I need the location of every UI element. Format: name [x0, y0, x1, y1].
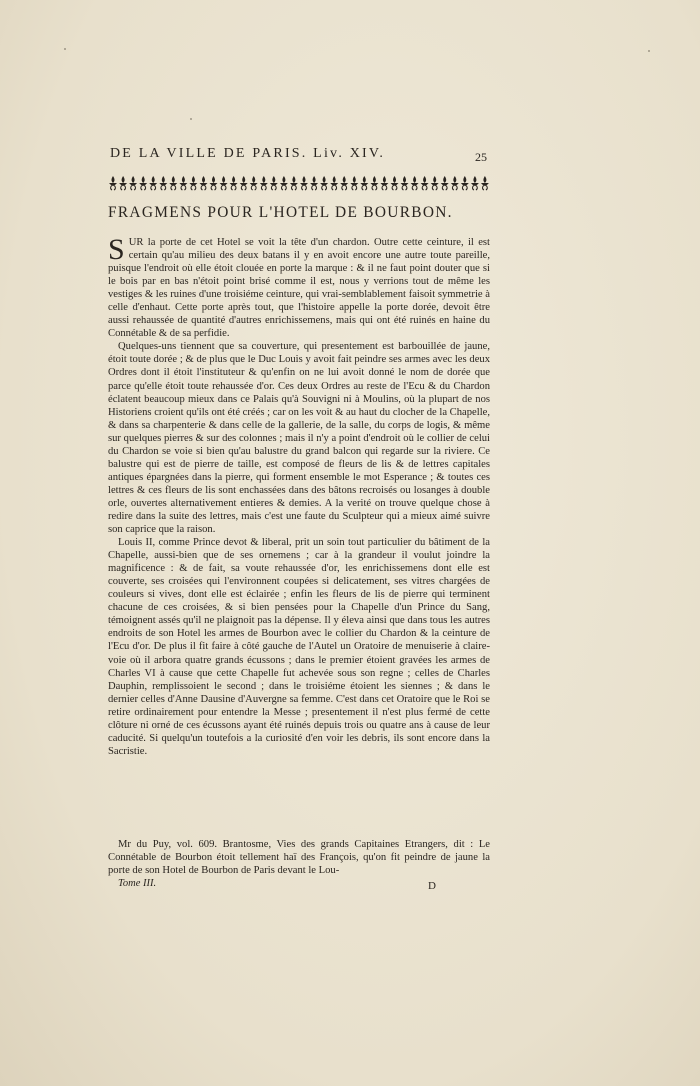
fleuron-glyph	[310, 176, 318, 190]
fleuron-glyph	[441, 176, 449, 190]
fleuron-glyph	[391, 176, 399, 190]
fleuron-glyph	[280, 176, 288, 190]
fleuron-glyph	[350, 176, 358, 190]
fleuron-glyph	[411, 176, 419, 190]
fleuron-glyph	[220, 176, 228, 190]
fleuron-glyph	[119, 176, 127, 190]
fleuron-glyph	[451, 176, 459, 190]
fleuron-glyph	[401, 176, 409, 190]
fleuron-glyph	[471, 176, 479, 190]
footnote	[108, 838, 490, 877]
footnote-text: Mr du Puy, vol. 609. Brantosme, Vies des grands Capitaines Etrangers, dit : Le Connétable de Bourbon étoit tellement haï des François, qu'on fit peindre de jaune la porte de son Hotel de Bourbon de Paris devant le Lou-	[108, 839, 490, 877]
signature-mark: D	[428, 880, 436, 892]
fleuron-glyph	[200, 176, 208, 190]
fleuron-glyph	[380, 176, 388, 190]
paragraph: SUR la porte de cet Hotel se voit la tête d'un chardon. Outre cette ceinture, il est certain qu'au milieu des deux batans il y en avoit encore une autre toute pareille, puisque l'endroit où elle étoit clouée en porte la marque : & il ne faut point douter que si le bois par en bas n'étoit point brisé comme il est, nous y verrions tout de même les vestiges & les ruines d'une troisiéme ceinture, qui vrai-semblablement faisoit symmetrie à celle d'enhaut. Cette porte après tout, que l'histoire appelle la porte dorée, devoit être aussi rehaussée de quantité d'autres enrichissemens, mais qui ont été ruinés en haine du Connétable & de sa perfidie.	[108, 233, 490, 340]
paper-speck	[648, 50, 650, 52]
paragraph: Louis II, comme Prince devot & liberal, prit un soin tout particulier du bâtiment de la Chapelle, aussi-bien que de ses ornemens ; car à la grandeur il voulut joindre la magnificence : & de fait, sa voute rehaussée d'or, les enrichissemens dont elle est couverte, ses croisées qui l'environnent coupées si delicatement, ses vitres chargées de couleurs si vives, dont elle est éclairée ; enfin les fleurs de lis de pierre qui terminent chacune de ces croisées, & si bien pensées pour la Chapelle d'un Prince du Sang, témoignent assés qu'il ne plaignoit pas la dépense. Il y éleva ainsi que dans tous les autres endroits de son Hotel les armes de Bourbon avec le collier du Chardon & la ceinture de l'Ecu d'or. De plus il fit faire à côté gauche de l'Autel un Oratoire de menuiserie à claire-voie où il arbora quatre grands écussons ; dans le premier étoient gravées les armes de Charles VI à cause que cette Chapelle fut achevée sous son regne ; celles de Charles Dauphin, remplissoient le second ; dans le troisiéme étoient les siennes ; & dans le dernier celles d'Anne Dausine d'Auvergne sa femme. C'est dans cet Oratoire que le Roi se retire ordinairement pour entendre la Messe ; presentement il n'est plus fermé de cette clôture ni orné de ces écussons ayant été ruinés depuis trois ou quatre ans à cause de leur caducité. Si quelqu'un toutefois a la curiosité d'en voir les debris, ils sont encore dans la Sacristie.	[108, 537, 490, 757]
fleuron-glyph	[431, 176, 439, 190]
fleuron-glyph	[270, 176, 278, 190]
fleuron-glyph	[230, 176, 238, 190]
fleuron-glyph	[240, 176, 248, 190]
running-title: DE LA VILLE DE PARIS. Liv. XIV.	[110, 146, 386, 161]
fleuron-glyph	[421, 176, 429, 190]
fleuron-glyph	[210, 176, 218, 190]
fleuron-glyph	[360, 176, 368, 190]
fleuron-row-icon	[108, 175, 490, 191]
fleuron-glyph	[300, 176, 308, 190]
fleuron-glyph	[290, 176, 298, 190]
paragraph: Quelques-uns tiennent que sa couverture, qui presentement est barbouillée de jaune, étoit toute dorée ; & de plus que le Duc Louis y avoit fait peindre ses armes avec les deux Ordres dont il étoit l'instituteur & qu'enfin on ne lui avoit donné le nom de dorée que parce qu'elle étoit toute rehaussée d'or. Ces deux Ordres au reste de l'Ecu & du Chardon éclatent beaucoup mieux dans ce Palais qu'à Souvigni ni à Moulins, où la plupart de nos Historiens croient qu'ils ont été créés ; car on les voit & au haut du clocher de la Chapelle, & dans sa charpenterie & dans celle de la gallerie, de la salle, du corps de logis, & même sur quelques pierres & sur des colonnes ; mais il n'y a point d'endroit où le collier de celui du Chardon se voie si bien qu'au balustre du grand balcon qui regarde sur la riviere. Ce balustre qui est de pierre de taille, est composé de fleurs de lis & de lettres capitales antiques épargnées dans la pierre, qui forment ensemble le mot Esperance ; & toutes ces lettres & ces fleurs de lis sont enchassées dans des bâtons recroisés ou losanges à double orle, ouvertes alternativement entieres & demies. A la verité on trouve quelque chose à redire dans la suite des lettres, mais c'est une faute du Sculpteur qui a mieux aimé suivre son caprice que la raison.	[108, 341, 490, 536]
fleuron-glyph	[340, 176, 348, 190]
fleuron-glyph	[129, 176, 137, 190]
fleuron-glyph	[330, 176, 338, 190]
fleuron-glyph	[481, 176, 489, 190]
running-head	[110, 146, 490, 162]
section-title: FRAGMENS POUR L'HOTEL DE BOURBON.	[108, 204, 453, 221]
fleuron-glyph	[320, 176, 328, 190]
fleuron-glyph	[109, 176, 117, 190]
page-number: 25	[475, 150, 487, 164]
body-text	[108, 233, 490, 758]
fleuron-glyph	[260, 176, 268, 190]
fleuron-glyph	[189, 176, 197, 190]
fleuron-glyph	[179, 176, 187, 190]
paper-speck	[64, 48, 66, 50]
fleuron-glyph	[461, 176, 469, 190]
paper-speck	[190, 118, 192, 120]
fleuron-glyph	[159, 176, 167, 190]
fleuron-glyph	[139, 176, 147, 190]
fleuron-glyph	[169, 176, 177, 190]
tome-label: Tome III.	[118, 878, 157, 889]
fleuron-glyph	[250, 176, 258, 190]
fleuron-glyph	[149, 176, 157, 190]
fleuron-glyph	[370, 176, 378, 190]
